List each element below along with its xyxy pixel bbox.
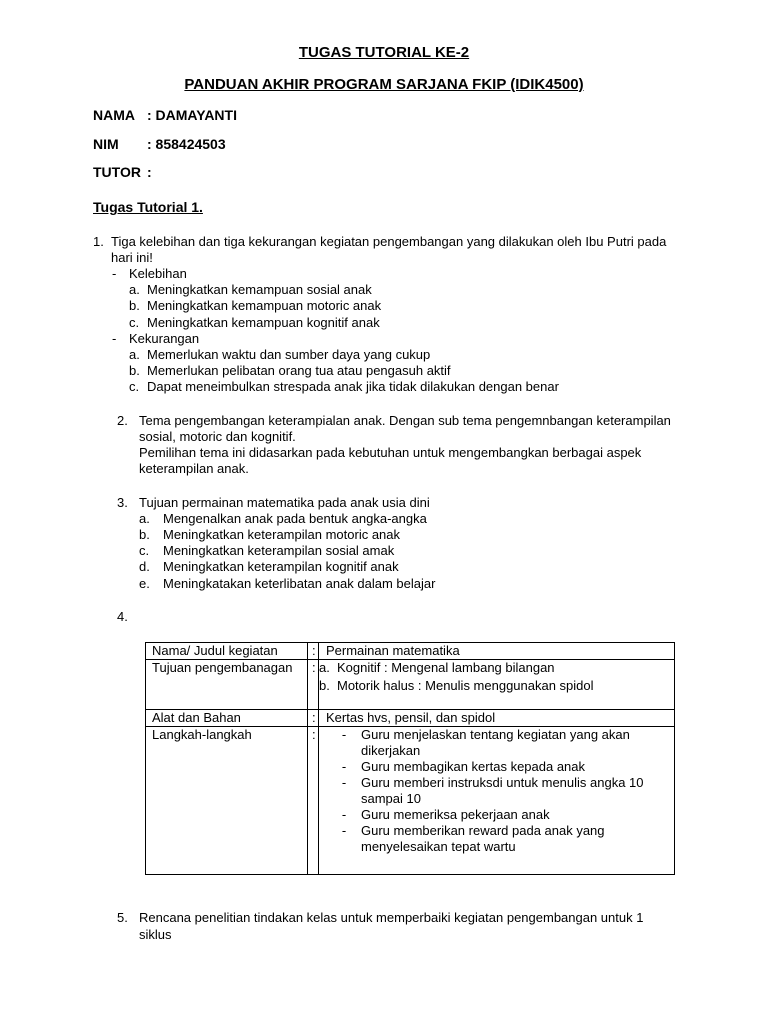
kekurangan-item-c: Dapat meneimbulkan strespada anak jika tidak dilakukan dengan benar bbox=[147, 379, 559, 394]
kelebihan-marker-b: b. bbox=[129, 298, 140, 313]
step-item-3 bbox=[319, 775, 664, 807]
tutor-label: TUTOR bbox=[93, 164, 141, 180]
kelebihan-marker-c: c. bbox=[129, 315, 140, 330]
row-label-langkah: Langkah-langkah bbox=[146, 727, 308, 875]
step-text: Guru memeriksa pekerjaan anak bbox=[361, 807, 550, 822]
step-dash: - bbox=[341, 727, 347, 742]
q3-number: 3. bbox=[117, 495, 128, 510]
nim-label: NIM bbox=[93, 136, 119, 152]
kekurangan-marker-a: a. bbox=[129, 347, 140, 362]
step-dash: - bbox=[341, 759, 347, 774]
kelebihan-item-a: Meningkatkan kemampuan sosial anak bbox=[147, 282, 372, 297]
step-text: Guru menjelaskan tentang kegiatan yang akan dikerjakan bbox=[361, 727, 630, 758]
row-label-nama: Nama/ Judul kegiatan bbox=[146, 643, 308, 660]
tujuan-marker-b: b. bbox=[319, 678, 330, 693]
step-item-5 bbox=[319, 823, 664, 855]
q5-number: 5. bbox=[117, 910, 128, 925]
nama-label: NAMA bbox=[93, 107, 135, 123]
step-item-2 bbox=[319, 759, 664, 775]
q3-item-c: Meningkatkan keterampilan sosial amak bbox=[163, 543, 395, 558]
row-colon: : bbox=[308, 643, 319, 660]
kelebihan-item-c: Meningkatkan kemampuan kognitif anak bbox=[147, 315, 380, 330]
q3-item-e: Meningkatakan keterlibatan anak dalam belajar bbox=[163, 576, 436, 591]
tutor-value: : bbox=[147, 164, 152, 180]
kelebihan-label: Kelebihan bbox=[129, 266, 187, 281]
step-dash: - bbox=[341, 823, 347, 838]
kekurangan-marker-c: c. bbox=[129, 379, 140, 394]
q5-line1: Rencana penelitian tindakan kelas untuk memperbaiki kegiatan pengembangan untuk 1 bbox=[139, 910, 644, 925]
tujuan-item-a bbox=[319, 660, 674, 676]
tujuan-text-b: Motorik halus : Menulis menggunakan spidol bbox=[337, 678, 594, 693]
row-value-tujuan bbox=[319, 660, 675, 710]
q1-number: 1. bbox=[93, 234, 104, 249]
kekurangan-dash: - bbox=[112, 331, 117, 346]
row-value-langkah bbox=[319, 727, 675, 875]
row-label-tujuan: Tujuan pengembanagan bbox=[146, 660, 308, 710]
tujuan-marker-a: a. bbox=[319, 660, 330, 675]
row-colon: : bbox=[308, 710, 319, 727]
activity-table bbox=[145, 642, 675, 875]
kekurangan-item-a: Memerlukan waktu dan sumber daya yang cukup bbox=[147, 347, 431, 362]
step-dash: - bbox=[341, 775, 347, 790]
step-item-4 bbox=[319, 807, 664, 823]
q2-line1: Tema pengembangan keterampialan anak. Dengan sub tema pengemnbangan keterampilan bbox=[139, 413, 671, 428]
step-item-1 bbox=[319, 727, 664, 759]
tujuan-text-a: Kognitif : Mengenal lambang bilangan bbox=[337, 660, 555, 675]
table-row bbox=[146, 660, 675, 710]
document-subtitle: PANDUAN AKHIR PROGRAM SARJANA FKIP (IDIK4500) bbox=[184, 76, 584, 93]
q1-text-line2: hari ini! bbox=[111, 250, 153, 265]
q1-text-line1: Tiga kelebihan dan tiga kekurangan kegiatan pengembangan yang dilakukan oleh Ibu Putri pada bbox=[111, 234, 667, 249]
table-row bbox=[146, 710, 675, 727]
q2-line2: sosial, motoric dan kognitif. bbox=[139, 429, 296, 444]
q2-number: 2. bbox=[117, 413, 128, 428]
nama-value: : DAMAYANTI bbox=[147, 107, 237, 123]
table-row bbox=[146, 643, 675, 660]
step-text: Guru membagikan kertas kepada anak bbox=[361, 759, 586, 774]
q3-item-b: Meningkatkan keterampilan motoric anak bbox=[163, 527, 401, 542]
q3-marker-e: e. bbox=[139, 576, 150, 591]
row-value-alat: Kertas hvs, pensil, dan spidol bbox=[319, 710, 675, 727]
document-title: TUGAS TUTORIAL KE-2 bbox=[298, 44, 470, 61]
kelebihan-dash: - bbox=[112, 266, 117, 281]
kelebihan-marker-a: a. bbox=[129, 282, 140, 297]
q3-marker-d: d. bbox=[139, 559, 150, 574]
tujuan-item-b bbox=[319, 678, 674, 694]
row-value-nama: Permainan matematika bbox=[319, 643, 675, 660]
q5-line2: siklus bbox=[139, 927, 172, 942]
table-row bbox=[146, 727, 675, 875]
q2-line3: Pemilihan tema ini didasarkan pada kebutuhan untuk mengembangkan berbagai aspek bbox=[139, 445, 642, 460]
step-dash: - bbox=[341, 807, 347, 822]
step-text: Guru memberikan reward pada anak yang menyelesaikan tepat wartu bbox=[361, 823, 605, 854]
q3-item-a: Mengenalkan anak pada bentuk angka-angka bbox=[163, 511, 427, 526]
row-label-alat: Alat dan Bahan bbox=[146, 710, 308, 727]
kelebihan-item-b: Meningkatkan kemampuan motoric anak bbox=[147, 298, 382, 313]
row-colon: : bbox=[308, 660, 319, 710]
kekurangan-marker-b: b. bbox=[129, 363, 140, 378]
kekurangan-item-b: Memerlukan pelibatan orang tua atau pengasuh aktif bbox=[147, 363, 451, 378]
q3-item-d: Meningkatkan keterampilan kognitif anak bbox=[163, 559, 399, 574]
q3-marker-b: b. bbox=[139, 527, 150, 542]
q3-marker-c: c. bbox=[139, 543, 150, 558]
step-text: Guru memberi instruksdi untuk menulis angka 10 sampai 10 bbox=[361, 775, 644, 806]
q3-intro: Tujuan permainan matematika pada anak usia dini bbox=[139, 495, 430, 510]
section-title: Tugas Tutorial 1. bbox=[93, 199, 203, 215]
kekurangan-label: Kekurangan bbox=[129, 331, 200, 346]
q2-line4: keterampilan anak. bbox=[139, 461, 249, 476]
row-colon: : bbox=[308, 727, 319, 875]
q3-marker-a: a. bbox=[139, 511, 150, 526]
nim-value: : 858424503 bbox=[147, 136, 226, 152]
q4-number: 4. bbox=[117, 609, 128, 624]
